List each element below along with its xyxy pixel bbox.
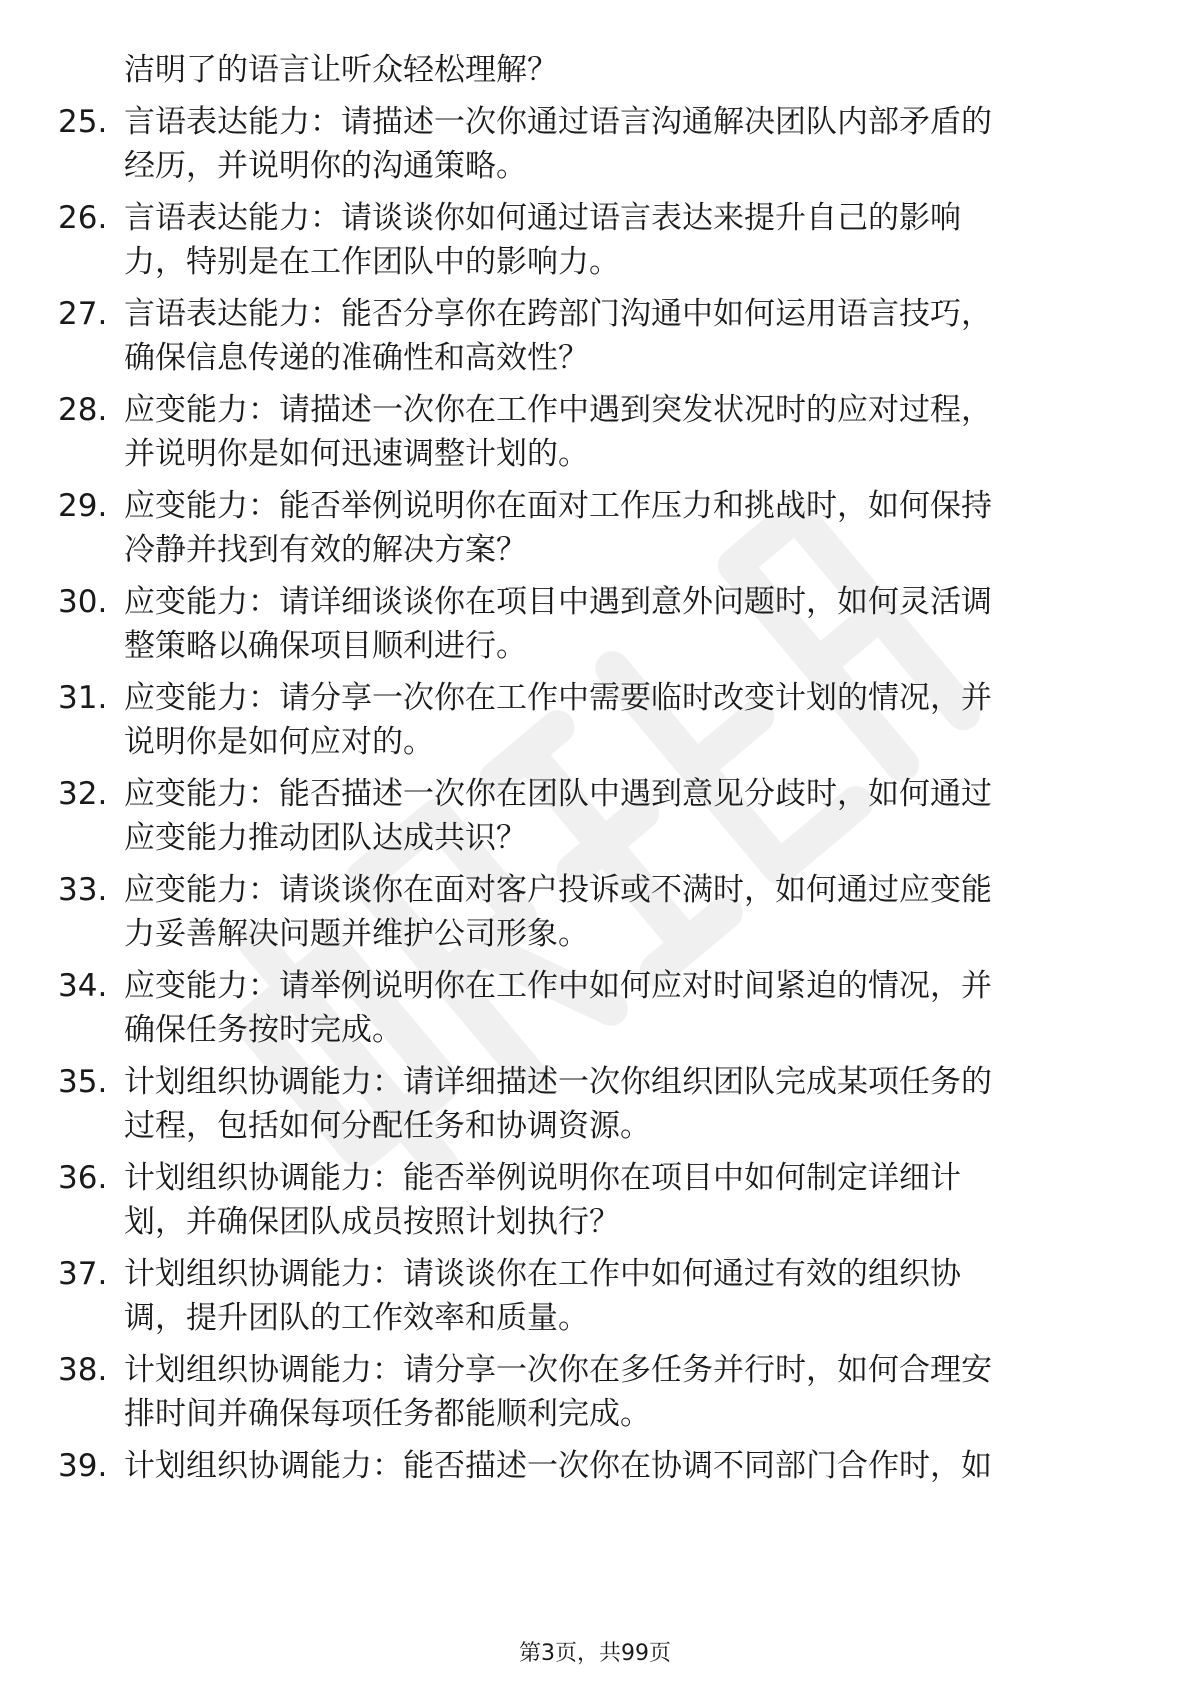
item-number: 39. [58,1448,108,1484]
item-text-line: 应变能力：能否举例说明你在面对工作压力和挑战时，如何保持 [124,488,992,524]
item-text-line: 确保信息传递的准确性和高效性？ [124,340,589,376]
list-item [58,484,1118,572]
list-item [58,1252,1118,1340]
item-number: 35. [58,1064,108,1100]
list-item [58,964,1118,1052]
item-number: 31. [58,680,108,716]
list-item [58,196,1118,284]
item-text-line: 应变能力：请举例说明你在工作中如何应对时间紧迫的情况，并 [124,968,992,1004]
item-text-line: 确保任务按时完成。 [124,1012,403,1048]
item-text-line: 调，提升团队的工作效率和质量。 [124,1300,589,1336]
item-number: 25. [58,104,108,140]
item-number: 32. [58,776,108,812]
item-text-line: 计划组织协调能力：请谈谈你在工作中如何通过有效的组织协 [124,1256,961,1292]
list-item [58,676,1118,764]
item-text-line: 冷静并找到有效的解决方案？ [124,532,527,568]
item-text-line: 应变能力：请描述一次你在工作中遇到突发状况时的应对过程， [124,392,992,428]
item-text-line: 划，并确保团队成员按照计划执行？ [124,1204,620,1240]
item-text-line: 应变能力推动团队达成共识？ [124,820,527,856]
list-item [58,1060,1118,1148]
item-text-line: 计划组织协调能力：请分享一次你在多任务并行时，如何合理安 [124,1352,992,1388]
item-text-line: 并说明你是如何迅速调整计划的。 [124,436,589,472]
list-item [58,100,1118,188]
item-text-line: 应变能力：能否描述一次你在团队中遇到意见分歧时，如何通过 [124,776,992,812]
item-text-line: 言语表达能力：请描述一次你通过语言沟通解决团队内部矛盾的 [124,104,992,140]
item-text-line: 力妥善解决问题并维护公司形象。 [124,916,589,952]
list-item [58,868,1118,956]
item-number: 28. [58,392,108,428]
item-number: 33. [58,872,108,908]
list-item [58,772,1118,860]
list-item [58,580,1118,668]
page-footer: 第3页，共99页 [519,1641,671,1666]
item-text-line: 计划组织协调能力：能否描述一次你在协调不同部门合作时，如 [124,1448,992,1484]
item-number: 26. [58,200,108,236]
item-text-line: 计划组织协调能力：能否举例说明你在项目中如何制定详细计 [124,1160,961,1196]
item-number: 34. [58,968,108,1004]
item-text-line: 应变能力：请详细谈谈你在项目中遇到意外问题时，如何灵活调 [124,584,992,620]
continuation-text: 洁明了的语言让听众轻松理解？ [124,52,558,88]
item-text-line: 应变能力：请分享一次你在工作中需要临时改变计划的情况，并 [124,680,992,716]
item-number: 29. [58,488,108,524]
item-text-line: 力，特别是在工作团队中的影响力。 [124,244,620,280]
item-text-line: 过程，包括如何分配任务和协调资源。 [124,1108,651,1144]
item-number: 27. [58,296,108,332]
item-text-line: 排时间并确保每项任务都能顺利完成。 [124,1396,651,1432]
list-item [58,1444,1118,1488]
question-list [58,48,1118,1496]
item-text-line: 计划组织协调能力：请详细描述一次你组织团队完成某项任务的 [124,1064,992,1100]
item-number: 37. [58,1256,108,1292]
item-text-line: 经历，并说明你的沟通策略。 [124,148,527,184]
list-item [58,292,1118,380]
item-text-line: 言语表达能力：请谈谈你如何通过语言表达来提升自己的影响 [124,200,961,236]
list-item [58,1348,1118,1436]
item-number: 38. [58,1352,108,1388]
item-text-line: 应变能力：请谈谈你在面对客户投诉或不满时，如何通过应变能 [124,872,992,908]
list-item [58,1156,1118,1244]
item-text-line: 整策略以确保项目顺利进行。 [124,628,527,664]
item-number: 36. [58,1160,108,1196]
item-number: 30. [58,584,108,620]
items-container [58,100,1118,1488]
item-text-line: 言语表达能力：能否分享你在跨部门沟通中如何运用语言技巧， [124,296,992,332]
item-text-line: 说明你是如何应对的。 [124,724,434,760]
list-item [58,388,1118,476]
